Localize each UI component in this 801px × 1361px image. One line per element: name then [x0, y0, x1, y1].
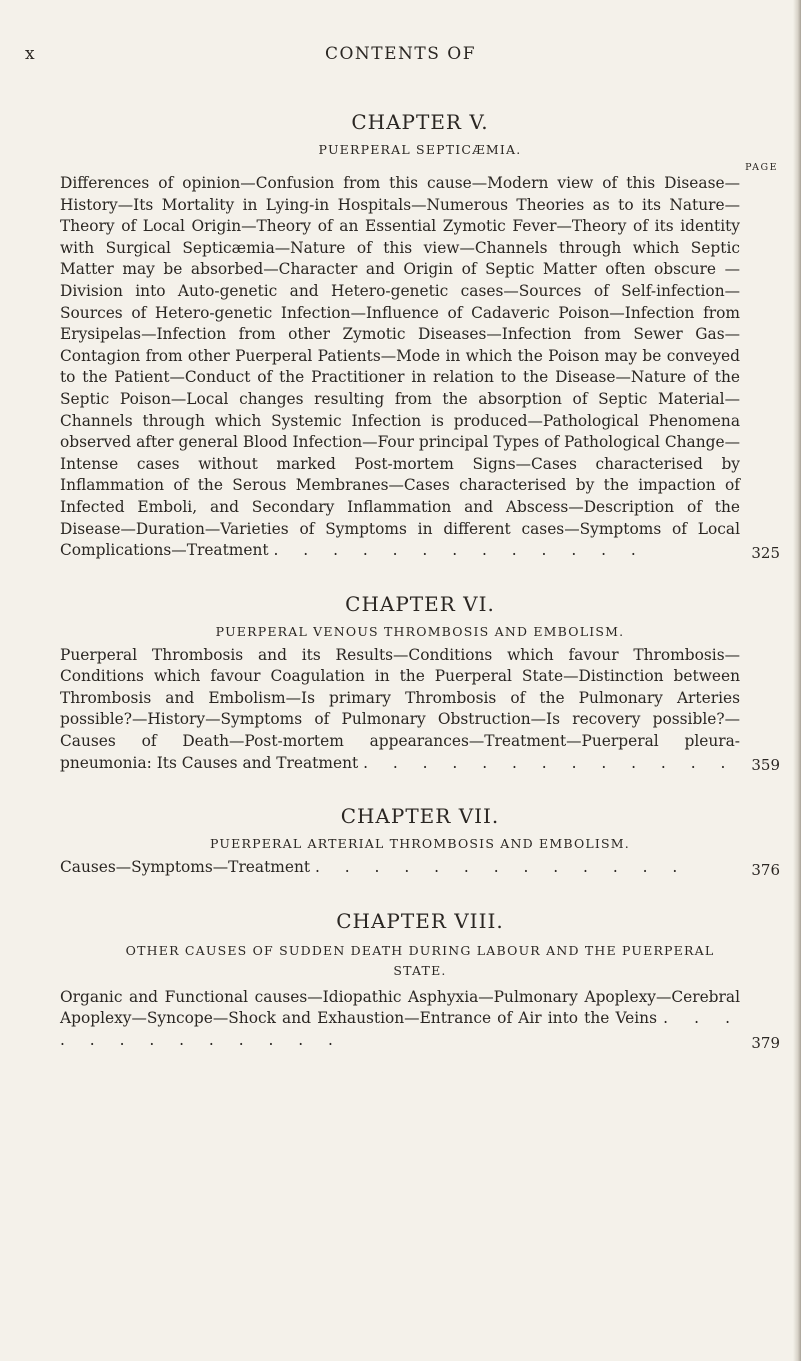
page-number: x [25, 44, 36, 64]
chapter-viii [60, 909, 780, 1052]
page-edge-shadow [793, 0, 801, 1361]
chapter-summary-block [60, 173, 780, 562]
leader-dots: . . . . . . . . . . . . . [314, 858, 688, 877]
chapter-vi [60, 592, 780, 775]
chapter-vii [60, 804, 780, 879]
chapter-page-number: 325 [751, 543, 780, 562]
chapter-title: CHAPTER VII. [340, 804, 500, 829]
chapter-summary [60, 857, 740, 879]
leader-dots: . . . . . . . . . . . . . [363, 753, 736, 772]
running-title: CONTENTS OF [324, 44, 477, 64]
chapter-subtitle: PUERPERAL VENOUS THROMBOSIS AND EMBOLISM. [215, 623, 625, 639]
chapter-summary-text: Causes—Symptoms—Treatment [60, 858, 311, 877]
page-column-label: PAGE [745, 162, 778, 173]
chapter-summary-text: Differences of opinion—Confusion from this cause—Modern view of this Disease—History—Its Mortality in Lying-in Hospitals—Numerous Theories as to its Nature—Theory of Local Origin—Theory of an Essential Zymotic Fever—Theory of its identity with Surgical Septicæmia—Nature of this view—Channels through which Septic Matter may be absorbed—Character and Origin of Septic Matter often obscure —Division into Auto-genetic and Hetero-genetic cases—Sources of Self-infection—Sources of Hetero-genetic Infection—Influence of Cadaveric Poison—Infection from Erysipelas—Infection from other Zymotic Diseases—Infection from Sewer Gas—Contagion from other Puerperal Patients—Mode in which the Poison may be conveyed to the Patient—Conduct of the Practitioner in relation to the Disease—Nature of the Septic Poison—Local changes resulting from the absorption of Septic Material—Channels through which Systemic Infection is produced—Pathological Phenomena observed after general Blood Infection—Four principal Types of Pathological Change—Intense cases without marked Post-mortem Signs—Cases characterised by Inflammation of the Serous Membranes—Cases characterised by the impaction of Infected Emboli, and Secondary Inflammation and Abscess—Description of the Disease—Duration—Varieties of Symptoms in different cases—Symptoms of Local Complications—Treatment [60, 174, 740, 560]
chapter-summary-block [60, 857, 780, 879]
chapter-page-number: 359 [751, 756, 780, 775]
leader-dots: . . . . . . . . . . . . . [273, 541, 646, 560]
contents-body [60, 110, 780, 1074]
leader-dots: . . . . . . . . . . . . . [60, 1009, 740, 1050]
chapter-summary-block [60, 645, 780, 775]
chapter-summary-block [60, 987, 780, 1052]
chapter-title: CHAPTER V. [351, 110, 489, 134]
chapter-page-number: 379 [751, 1033, 780, 1052]
chapter-subtitle: PUERPERAL SEPTICÆMIA. [318, 142, 522, 157]
chapter-summary-text: Puerperal Thrombosis and its Results—Conditions which favour Thrombosis—Conditions which favour Coagulation in the Puerperal State—Distinction between Thrombosis and Embolism—Is primary Thrombosis of the Pulmonary Arteries possible?—History—Symptoms of Pulmonary Obstruction—Is recovery possible?—Causes of Death—Post-mortem appearances—Treatment—Puerperal pleura-pneumonia: Its Causes and Treatment [60, 645, 740, 772]
running-head [0, 44, 801, 68]
chapter-subtitle: OTHER CAUSES OF SUDDEN DEATH DURING LABOUR AND THE PUERPERAL STATE. [125, 942, 715, 978]
chapter-title: CHAPTER VI. [345, 591, 495, 616]
chapter-summary [60, 173, 740, 562]
chapter-subtitle: PUERPERAL ARTERIAL THROMBOSIS AND EMBOLISM. [210, 836, 630, 852]
chapter-summary [60, 645, 740, 775]
chapter-page-number: 376 [751, 860, 780, 879]
chapter-summary [60, 987, 740, 1052]
chapter-title: CHAPTER VIII. [336, 908, 504, 933]
chapter-summary-text: Organic and Functional causes—Idiopathic Asphyxia—Pulmonary Apoplexy—Cerebral Apoplexy—Syncope—Shock and Exhaustion—Entrance of Air into the Veins [60, 987, 740, 1028]
chapter-v [60, 110, 780, 562]
